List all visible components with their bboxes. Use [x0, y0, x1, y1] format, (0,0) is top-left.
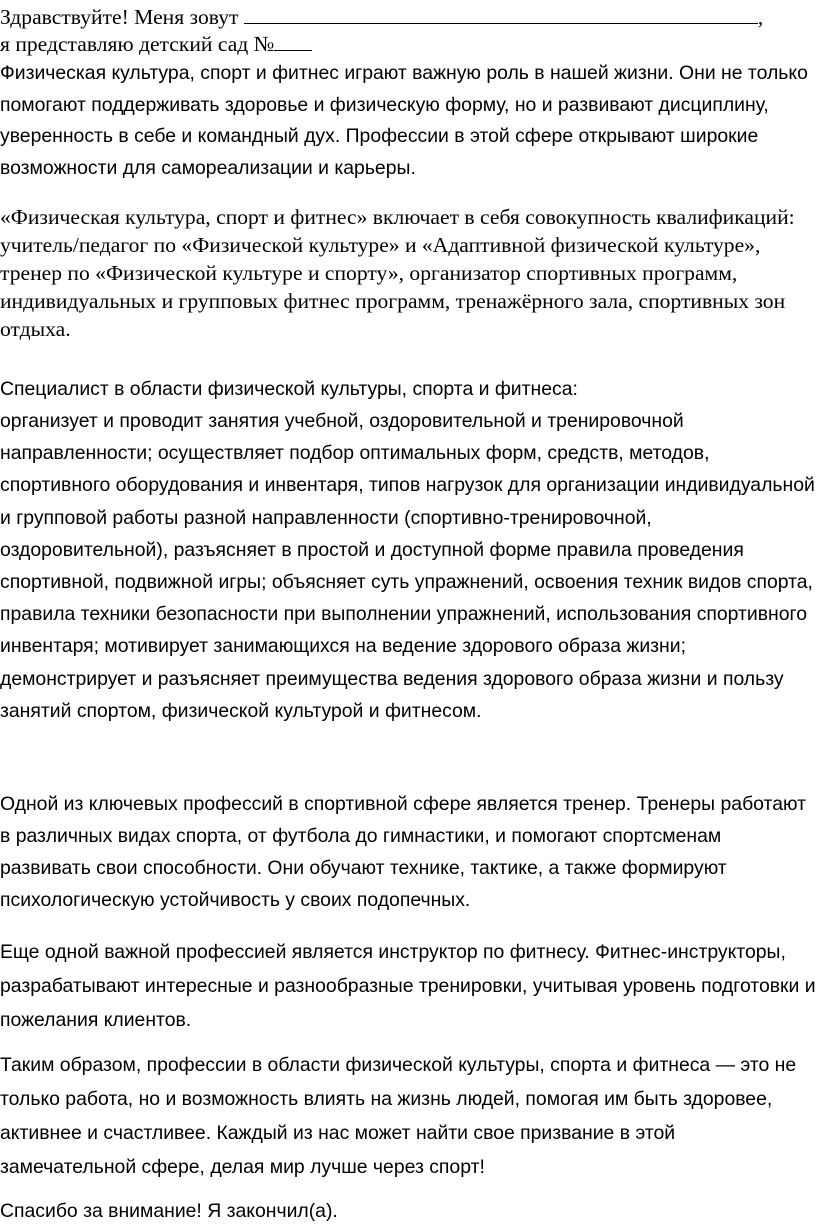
kindergarten-number-blank	[274, 31, 312, 51]
name-blank-line	[244, 4, 758, 24]
specialist-paragraph: организует и проводит занятия учебной, оздоровительной и тренировочной направленности; осуществляет подбор оптимальных форм, средств, методов, спортивного оборудования и инвентаря, типов нагрузок для организации индивидуальной и групповой работы разной направленности (спортивно-тренировочной, оздоровительной), разъясняет в простой и доступной форме правила проведения спортивной, подвижной игры; объясняет суть упражнений, освоения техник видов спорта, правила техники безопасности при выполнении упражнений, использования спортивного инвентаря; мотивирует занимающихся на ведение здорового образа жизни; демонстрирует и разъясняет преимущества ведения здорового образа жизни и пользу занятий спортом, физической культурой и фитнесом.	[0, 410, 815, 722]
conclusion-paragraph: Таким образом, профессии в области физической культуры, спорта и фитнеса — это не только работа, но и возможность влиять на жизнь людей, помогая им быть здоровее, активнее и счастливее. Каждый из нас может найти свое призвание в этой замечательной сфере, делая мир лучше через спорт!	[0, 1054, 797, 1178]
specialist-heading: Специалист в области физической культуры, спорта и фитнеса:	[0, 378, 578, 400]
fitness-paragraph: Еще одной важной профессией является инструктор по фитнесу. Фитнес-инструкторы, разрабатывают интересные и разнообразные тренировки, учитывая уровень подготовки и пожелания клиентов.	[0, 941, 816, 1031]
qualifications-paragraph: «Физическая культура, спорт и фитнес» включает в себя совокупность квалификаций: учитель/педагог по «Физической культуре» и «Адаптивной физической культуре», тренер по «Физической культуре и спорту», организатор спортивных программ, индивидуальных и групповых фитнес программ, тренажёрного зала, спортивных зон отдыха.	[0, 205, 795, 341]
greeting-line-2	[0, 31, 312, 56]
greeting-line-1	[0, 4, 816, 29]
greeting-text: Здравствуйте! Меня зовут	[0, 5, 244, 29]
kindergarten-text: я представляю детский сад №	[0, 32, 275, 56]
intro-paragraph: Физическая культура, спорт и фитнес играют важную роль в нашей жизни. Они не только помогают поддерживать здоровье и физическую форму, но и развивают дисциплину, уверенность в себе и командный дух. Профессии в этой сфере открывают широкие возможности для самореализации и карьеры.	[0, 62, 808, 179]
greeting-comma: ,	[757, 5, 764, 29]
thanks-paragraph: Спасибо за внимание! Я закончил(а).	[0, 1200, 338, 1222]
trainer-paragraph: Одной из ключевых профессий в спортивной сфере является тренер. Тренеры работают в различных видах спорта, от футбола до гимнастики, и помогают спортсменам развивать свои способности. Они обучают технике, тактике, а также формируют психологическую устойчивость у своих подопечных.	[0, 793, 806, 911]
